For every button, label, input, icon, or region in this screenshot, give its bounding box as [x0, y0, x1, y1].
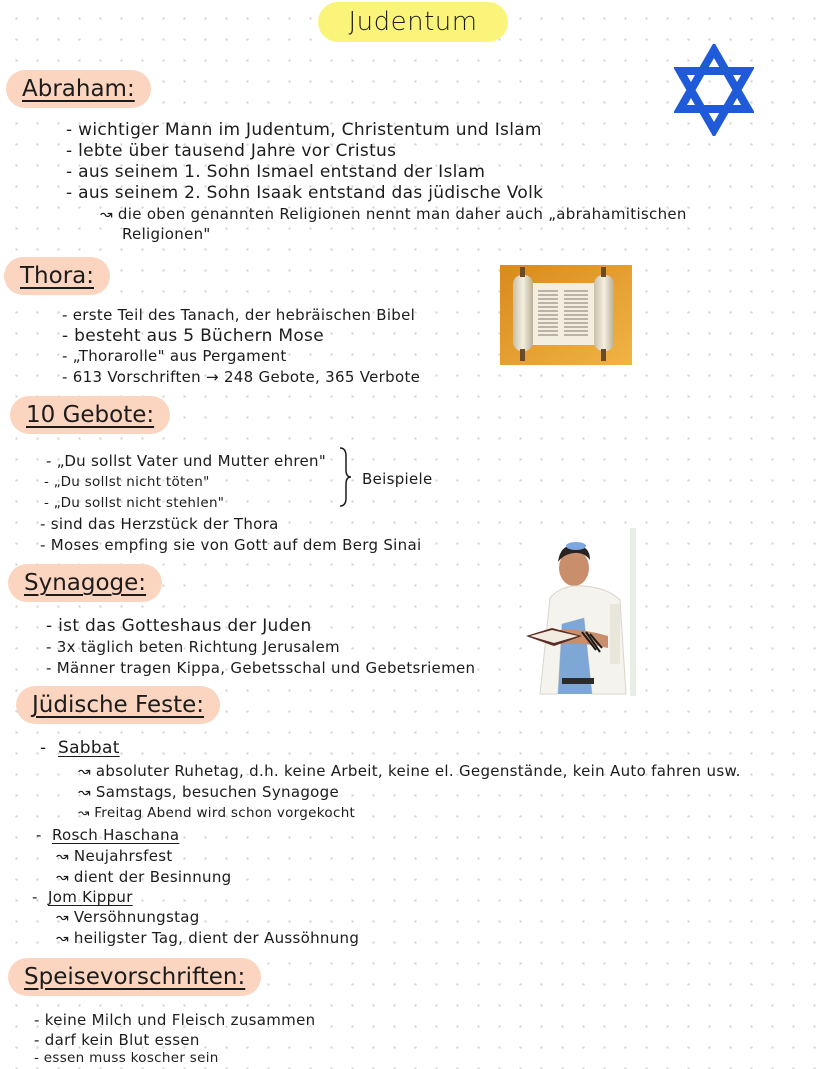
- torah-scroll-image: [500, 265, 632, 365]
- abraham-line-4: - aus seinem 2. Sohn Isaak entstand das jüdische Volk: [66, 183, 544, 203]
- abraham-line-5: ↝ die oben genannten Religionen nennt man daher auch „abrahamitischen: [100, 205, 687, 223]
- curly-brace-icon: [338, 446, 352, 508]
- heading-feste: Jüdische Feste:: [16, 686, 220, 724]
- feste-sabbat-title: Sabbat: [58, 738, 120, 758]
- star-of-david-icon: [674, 44, 754, 136]
- rosch-line-2: ↝ dient der Besinnung: [56, 868, 232, 886]
- thora-line-3: - „Thorarolle" aus Pergament: [62, 347, 287, 365]
- jom-line-1: ↝ Versöhnungstag: [56, 908, 200, 926]
- gebote-line-2: - Moses empfing sie von Gott auf dem Berg Sinai: [40, 536, 422, 554]
- speise-line-1: - keine Milch und Fleisch zusammen: [34, 1011, 316, 1029]
- speise-line-2: - darf kein Blut essen: [34, 1031, 200, 1049]
- feste-rosch-title: Rosch Haschana: [52, 826, 180, 844]
- thora-line-1: - erste Teil des Tanach, der hebräischen Bibel: [62, 306, 416, 324]
- abraham-line-6: Religionen": [122, 225, 211, 243]
- feste-jom-title: Jom Kippur: [48, 888, 133, 906]
- synagoge-line-1: - ist das Gotteshaus der Juden: [46, 616, 312, 636]
- abraham-line-3: - aus seinem 1. Sohn Ismael entstand der Islam: [66, 162, 486, 182]
- praying-man-image: [522, 528, 636, 696]
- heading-thora: Thora:: [4, 257, 110, 295]
- sabbat-line-1: ↝ absoluter Ruhetag, d.h. keine Arbeit, keine el. Gegenstände, kein Auto fahren usw.: [78, 762, 741, 780]
- gebote-example-2: - „Du sollst nicht töten": [44, 474, 210, 490]
- feste-sabbat-dash: -: [40, 738, 47, 758]
- abraham-line-2: - lebte über tausend Jahre vor Cristus: [66, 141, 397, 161]
- synagoge-line-2: - 3x täglich beten Richtung Jerusalem: [46, 638, 340, 656]
- jom-line-2: ↝ heiligster Tag, dient der Aussöhnung: [56, 929, 360, 947]
- page-title: Judentum: [348, 7, 478, 37]
- abraham-line-1: - wichtiger Mann im Judentum, Christentum und Islam: [66, 120, 542, 140]
- feste-jom-dash: -: [32, 888, 38, 906]
- rosch-line-1: ↝ Neujahrsfest: [56, 847, 173, 865]
- gebote-line-1: - sind das Herzstück der Thora: [40, 515, 279, 533]
- heading-abraham: Abraham:: [6, 70, 151, 108]
- heading-gebote: 10 Gebote:: [10, 396, 170, 434]
- sabbat-line-2: ↝ Samstags, besuchen Synagoge: [78, 783, 339, 801]
- sabbat-line-3: ↝ Freitag Abend wird schon vorgekocht: [78, 805, 356, 821]
- feste-rosch-dash: -: [36, 826, 42, 844]
- gebote-example-3: - „Du sollst nicht stehlen": [44, 495, 225, 511]
- thora-line-4: - 613 Vorschriften → 248 Gebote, 365 Verbote: [62, 368, 421, 386]
- speise-line-3: - essen muss koscher sein: [34, 1050, 219, 1066]
- synagoge-line-3: - Männer tragen Kippa, Gebetsschal und Gebetsriemen: [46, 659, 476, 677]
- gebote-example-1: - „Du sollst Vater und Mutter ehren": [46, 452, 327, 470]
- heading-synagoge: Synagoge:: [8, 564, 162, 602]
- thora-line-2: - besteht aus 5 Büchern Mose: [62, 326, 324, 346]
- heading-speise: Speisevorschriften:: [8, 958, 261, 996]
- gebote-brace-label: Beispiele: [362, 470, 433, 488]
